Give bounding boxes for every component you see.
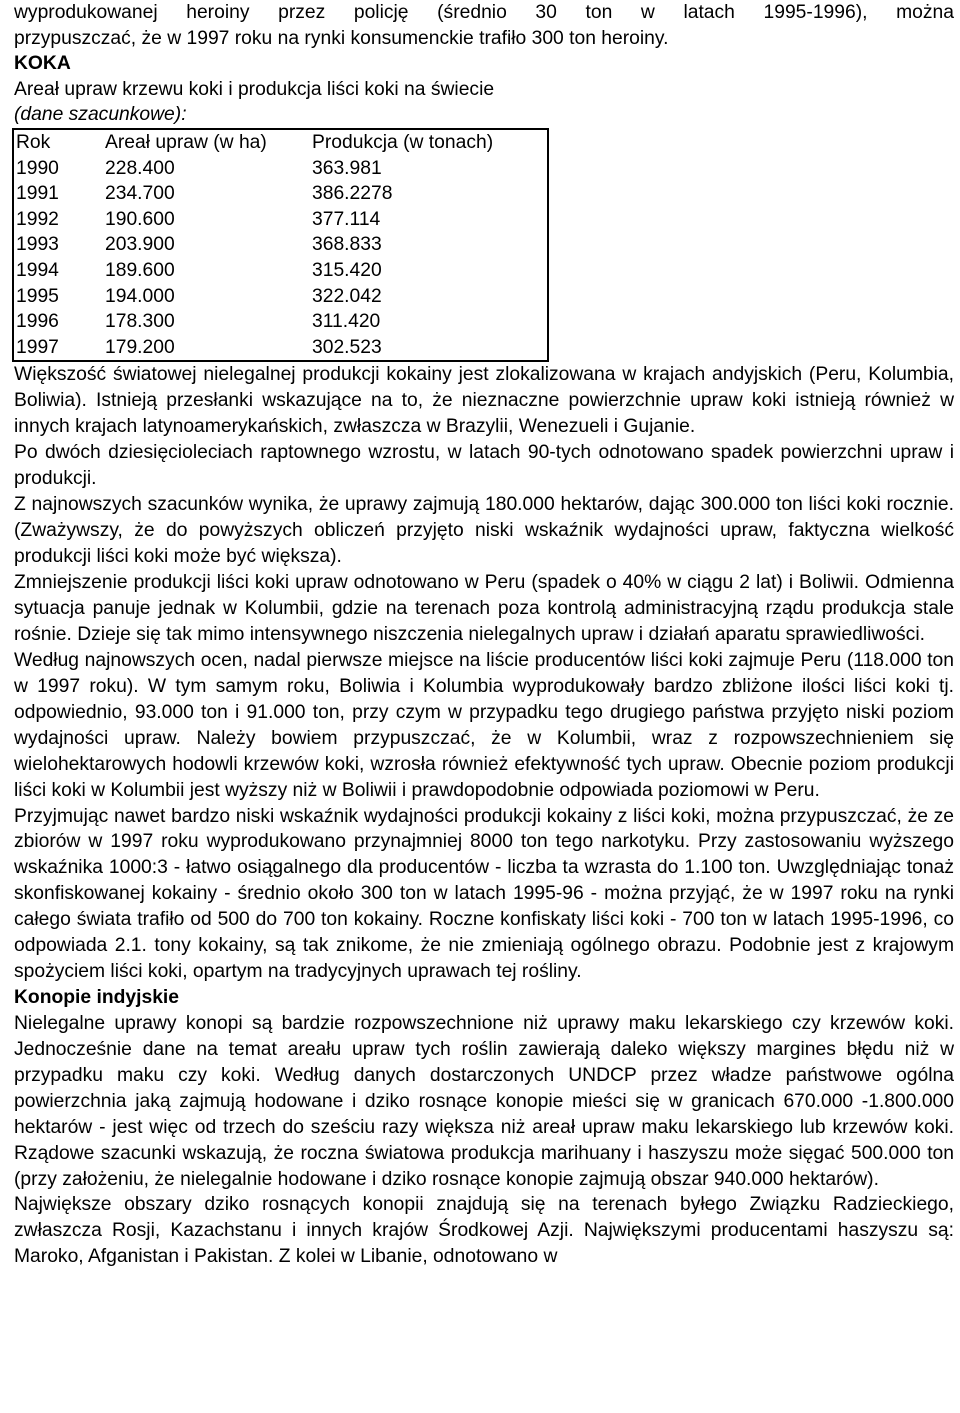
table-row <box>13 258 548 284</box>
table-row <box>13 232 548 258</box>
document-page <box>14 0 954 1270</box>
intro-line-1: wyprodukowanej heroiny przez policję (średnio 30 ton w latach 1995-1996), można <box>14 2 954 23</box>
table-cell: 190.600 <box>105 208 175 230</box>
paragraph: Po dwóch dziesięcioleciach raptownego wzrostu, w latach 90-tych odnotowano spadek powierzchni upraw i produkcji. <box>14 442 954 490</box>
table-cell: 1995 <box>13 284 105 310</box>
table-header-cell: Areał upraw (w ha) <box>105 129 312 156</box>
table-header-cell: Rok <box>13 129 105 156</box>
table-cell: 377.114 <box>312 207 548 233</box>
paragraph: Większość światowej nielegalnej produkcji kokainy jest zlokalizowana w krajach andyjskich (Peru, Kolumbia, Boliwia). Istnieją przesłanki wskazujące na to, że nieznaczne powierzchnie upraw koki istnieją również w innych krajach latynoamerykańskich, zwłaszcza w Brazylii, Wenezueli i Gujanie. <box>14 364 954 438</box>
paragraph: Z najnowszych szacunków wynika, że uprawy zajmują 180.000 hektarów, dając 300.000 ton liści koki rocznie. (Zważywszy, że do powyższych obliczeń przyjęto niski wskaźnik wydajności upraw, faktyczna wielkość produkcji liści koki może być większa). <box>14 494 954 567</box>
table-header-cell: Produkcja (w tonach) <box>312 129 548 156</box>
table-cell: 1991 <box>13 181 105 207</box>
table-row <box>13 309 548 335</box>
section-heading-konopie: Konopie indyjskie <box>14 987 179 1009</box>
table-cell: 228.400 <box>105 157 175 179</box>
table-cell: 302.523 <box>312 335 548 362</box>
table-cell: 194.000 <box>105 285 175 307</box>
table-note: (dane szacunkowe): <box>14 104 187 126</box>
table-cell: 1994 <box>13 258 105 284</box>
table-row <box>13 207 548 233</box>
table-row <box>13 181 548 207</box>
table-cell: 178.300 <box>105 311 175 333</box>
table-cell: 179.200 <box>105 335 312 362</box>
table-cell: 1990 <box>13 156 105 182</box>
table-row <box>13 335 548 362</box>
table-cell: 386.2278 <box>312 181 548 207</box>
table-cell: 234.700 <box>105 183 175 205</box>
paragraph: Według najnowszych ocen, nadal pierwsze miejsce na liście producentów liści koki zajmuje Peru (118.000 ton w 1997 roku). W tym samym roku, Boliwia i Kolumbia wyprodukowały bardzo zbliżone ilości liści koki tj. odpowiednio, 93.000 ton i 91.000 ton, przy czym w przypadku tego drugiego państwa przyjęto niski poziom wydajności upraw. Należy bowiem przypuszczać, że w Kolumbii, wraz z rozpowszechnieniem się wielohektarowych hodowli krzewów koki, wzrosła również efektywność tych upraw. Obecnie poziom produkcji liści koki w Kolumbii jest wyższy niż w Boliwii i prawdopodobnie odpowiada poziomowi w Peru. <box>14 649 954 801</box>
table-cell: 322.042 <box>312 284 548 310</box>
paragraph: Zmniejszenie produkcji liści koki upraw odnotowano w Peru (spadek o 40% w ciągu 2 lat) i Boliwii. Odmienna sytuacja panuje jednak w Kolumbii, gdzie na terenach poza kontrolą administracyjną rządu produkcja stale rośnie. Dzieje się tak mimo intensywnego niszczenia nielegalnych upraw i działań aparatu sprawiedliwości. <box>14 571 954 645</box>
paragraph: Największe obszary dziko rosnących konopii znajdują się na terenach byłego Związku Radzieckiego, zwłaszcza Rosji, Kazachstanu i innych krajów Środkowej Azji. Największymi producentami haszyszu są: Maroko, Afganistan i Pakistan. Z kolei w Libanie, odnotowano w <box>14 1194 954 1268</box>
intro-line-2: przypuszczać, że w 1997 roku na rynki konsumenckie trafiło 300 ton heroiny. <box>14 27 669 49</box>
table-row <box>13 156 548 182</box>
table-row <box>13 284 548 310</box>
table-cell: 1993 <box>13 232 105 258</box>
table-cell: 189.600 <box>105 259 175 281</box>
table-caption: Areał upraw krzewu koki i produkcja liści koki na świecie <box>14 78 495 100</box>
table-header-row <box>13 129 548 156</box>
table-cell: 315.420 <box>312 258 548 284</box>
table-cell: 363.981 <box>312 156 548 182</box>
table-cell: 1992 <box>13 207 105 233</box>
table-cell: 1996 <box>13 309 105 335</box>
paragraph: Nielegalne uprawy konopi są bardzie rozpowszechnione niż uprawy maku lekarskiego czy krzewów koki. Jednocześnie dane na temat areału upraw tych roślin zawierają daleko większy margines błędu niż w przypadku maku czy koki. Według danych dostarczonych UNDCP przez władze państwowe ogólna powierzchnia jaką zajmują hodowane i dziko rosnące konopie mieści się w granicach 670.000 -1.800.000 hektarów - jest więc od trzech do sześciu razy większa niż areał upraw maku lekarskiego lub krzewów koki. Rządowe szacunki wskazują, że roczna światowa produkcja marihuany i haszyszu może sięgać 500.000 ton (przy założeniu, że nielegalnie hodowane i dziko rosnące konopie zajmują obszar 940.000 hektarów). <box>14 1012 954 1190</box>
table-cell: 203.900 <box>105 234 175 256</box>
paragraph: Przyjmując nawet bardzo niski wskaźnik wydajności produkcji kokainy z liści koki, można przypuszczać, że ze zbiorów w 1997 roku wyprodukowano przynajmniej 8000 ton tego narkotyku. Przy zastosowaniu wyższego wskaźnika 1000:3 - łatwo osiągalnego dla producentów - liczba ta wzrasta do 1.100 ton. Uwzględniając tonaż skonfiskowanej kokainy - średnio około 300 ton w latach 1995-96 - można przyjąć, że w 1997 roku na rynki całego świata trafiło od 500 do 700 ton kokainy. Roczne konfiskaty liści koki - 700 ton w latach 1995-1996, co odpowiada 2.1. tony kokainy, są tak znikome, że nie zmieniają ogólnego obrazu. Podobnie jest z krajowym spożyciem liści koki, opartym na tradycyjnych uprawach tej rośliny. <box>14 805 954 983</box>
section-heading-koka: KOKA <box>14 53 71 75</box>
coca-data-table <box>12 128 549 362</box>
table-cell: 368.833 <box>312 232 548 258</box>
table-cell: 311.420 <box>312 309 548 335</box>
table-cell: 1997 <box>13 335 105 362</box>
